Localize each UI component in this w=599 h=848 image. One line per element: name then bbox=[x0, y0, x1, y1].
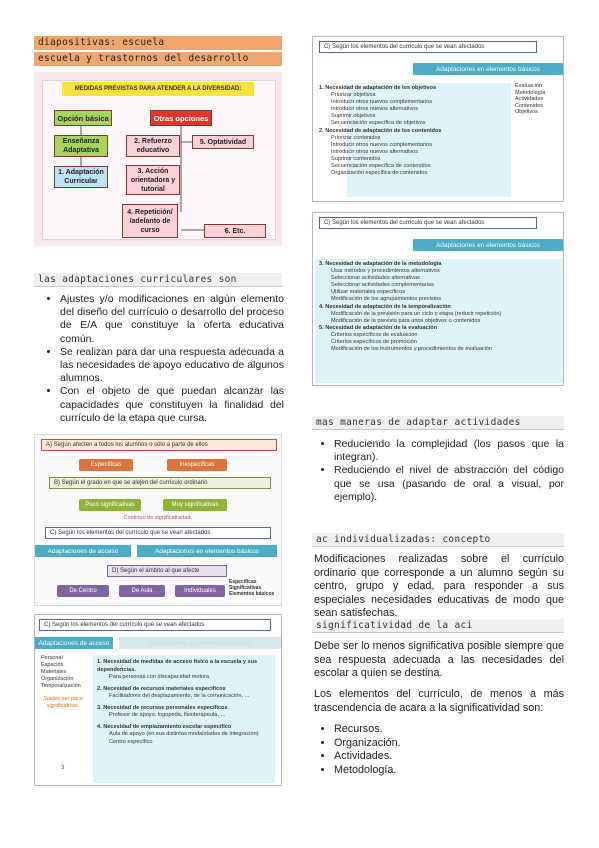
other-options-box: Otras opciones bbox=[150, 110, 212, 126]
center-pill: De Centro bbox=[57, 585, 109, 597]
need-title: 4. Necesidad de emplazamiento escolar específico bbox=[97, 723, 232, 730]
section-header-diapositivas bbox=[34, 36, 282, 50]
need-title: 2. Necesidad de adaptación de los contenidos bbox=[319, 127, 442, 134]
activities-bullet-list bbox=[318, 438, 564, 504]
section-header-ac-concepto bbox=[312, 533, 564, 547]
high-significance-pill: Muy significativas bbox=[163, 499, 227, 511]
need-title: 5. Necesidad de adaptación de la evaluación bbox=[319, 324, 438, 331]
side-list-item: Materiales bbox=[41, 669, 67, 675]
etc-box: 6. Etc. bbox=[204, 224, 266, 238]
basic-elements-bar: Adaptaciones en elementos básicos bbox=[137, 545, 277, 557]
need-detail: Suprimir contenidos bbox=[331, 155, 381, 162]
need-detail: Introducir otros nuevos alternativos bbox=[331, 106, 419, 113]
need-detail: Aula de apoyo (en sus distintas modalidades de integración) bbox=[109, 731, 259, 737]
access-side-list bbox=[41, 655, 85, 710]
basic-elements-bar: Adaptaciones en elementos básicos bbox=[413, 239, 563, 251]
list-item: • Ajustes y/o modificaciones en algún elemento del diseño del currículo o desarrollo del proceso de E/A que constituye la oferta educativa común. bbox=[60, 293, 284, 346]
need-detail: Usar métodos y procedimientos alternativos bbox=[331, 268, 440, 275]
legend-item: Específicas bbox=[229, 579, 257, 585]
criterion-b: B) Según el grado en que se alejen del currículo ordinario bbox=[49, 477, 271, 489]
need-detail: Introducir otros nuevos alternativos bbox=[331, 148, 419, 155]
need-detail: Organización específica de contenidos bbox=[331, 170, 428, 177]
side-list-item: Actividades bbox=[515, 96, 544, 102]
classroom-pill: De Aula bbox=[119, 585, 165, 597]
access-adaptations-bar: Adaptaciones de acceso bbox=[35, 545, 131, 557]
need-title: 4. Necesidad de adaptación de la temporalización bbox=[319, 303, 451, 310]
section-header-adaptaciones bbox=[34, 273, 282, 287]
section-header-mas-maneras bbox=[312, 416, 564, 430]
basic-option-box: Opción básica bbox=[54, 110, 112, 126]
adaptive-teaching-box: Enseñanza Adaptativa bbox=[54, 135, 108, 157]
significance-paragraph: Debe ser lo menos significativa posible siempre que sea respuesta adecuada a las necesidades del escolar a quien se destina. bbox=[314, 640, 564, 679]
need-detail: Centro específico bbox=[109, 738, 153, 745]
header-text: ac individualizadas: concepto bbox=[316, 534, 491, 545]
diversity-measures-diagram bbox=[34, 72, 282, 246]
continuum-label: Continuo de significatividad bbox=[123, 515, 191, 521]
header-text: las adaptaciones curriculares son bbox=[38, 274, 237, 285]
access-adaptations-slide bbox=[34, 614, 282, 786]
need-detail: Seleccionar actividades alternativas bbox=[331, 275, 420, 282]
list-item: • Actividades. bbox=[334, 750, 564, 764]
need-detail: Modificación de la prevista para unos objetivos o contenidos bbox=[331, 317, 481, 324]
need-detail: Seleccionar actividades complementarias bbox=[331, 282, 434, 289]
list-item: • Se realizan para dar una respuesta adecuada a las necesidades de apoyo educativo de algunos alumnos. bbox=[60, 346, 284, 386]
side-list-item: Organización bbox=[41, 676, 74, 682]
reinforcement-box: 2. Refuerzo educativo bbox=[126, 135, 180, 157]
legend-item: Elementos básicos bbox=[229, 591, 275, 597]
header-text: diapositivas: escuela bbox=[38, 37, 165, 48]
methodology-evaluation-slide bbox=[312, 212, 564, 386]
adaptations-bullet-list bbox=[44, 293, 284, 425]
need-title: 3. Necesidad de adaptación de la metodología bbox=[319, 261, 442, 267]
access-bar: Adaptaciones de acceso bbox=[35, 637, 113, 649]
basic-elements-bar: Adaptaciones en elementos básicos bbox=[413, 63, 563, 75]
slide-criterion: C) Según los elementos del currículo que se vean afectados bbox=[319, 217, 537, 229]
elements-intro-paragraph: Los elementos del currículo, de menos a más trascendencia de acara a la significatividad son: bbox=[314, 688, 564, 714]
need-title: 1. Necesidad de medidas de acceso físico a la escuela y sus dependencias. bbox=[97, 659, 258, 673]
need-title: 1. Necesidad de adaptación de los objetivos bbox=[319, 85, 437, 91]
need-detail: Criterios específicos de evaluación bbox=[331, 331, 418, 338]
unspecific-pill: Inespecíficas bbox=[167, 459, 227, 471]
aci-definition-paragraph: Modificaciones realizadas sobre el currículo ordinario que corresponde a un alumno según su centro, grupo y edad, para responder a sus especiales necesidades educativas de modo que sean satisfechas. bbox=[314, 553, 564, 619]
list-item: • Organización. bbox=[334, 737, 564, 751]
methodology-evaluation-list bbox=[319, 261, 559, 353]
legend-item: Significativas bbox=[229, 585, 262, 591]
side-list-item: Espacios bbox=[41, 662, 64, 668]
need-detail: Secuenciación específica de objetivos bbox=[331, 120, 426, 127]
criterion-d: D) Según el ámbito al que afecte bbox=[107, 565, 227, 577]
need-detail: Secuenciación específica de contenidos bbox=[331, 163, 431, 170]
low-significance-pill: Poco significativas bbox=[79, 499, 141, 511]
side-list-item: Temporalización bbox=[41, 683, 81, 689]
need-detail: Suprimir objetivos bbox=[331, 113, 376, 120]
header-text: mas maneras de adaptar actividades bbox=[316, 417, 521, 428]
diagram-title: MEDIDAS PREVISTAS PARA ATENDER A LA DIVERSIDAD: bbox=[62, 82, 254, 96]
need-title: 2. Necesidad de recursos materiales específicos bbox=[97, 685, 226, 692]
need-detail: Priorizar contenidos bbox=[331, 134, 381, 141]
criterion-a: A) Según afecten a todos los alumnos o sólo a parte de ellos bbox=[41, 439, 277, 451]
need-detail: Facilitadores del desplazamiento, de la comunicación, ... bbox=[109, 693, 250, 699]
objectives-contents-list bbox=[319, 85, 515, 177]
need-detail: Modificación de los instrumentos y procedimientos de evaluación bbox=[331, 346, 493, 353]
need-title: 3. Necesidad de recursos personales específicos bbox=[97, 704, 228, 711]
objectives-contents-slide bbox=[312, 36, 564, 202]
access-needs-panel bbox=[93, 655, 275, 783]
need-detail: Utilizar materiales específicos bbox=[331, 289, 405, 296]
need-detail: Para personas con discapacidad motora. bbox=[109, 674, 211, 680]
need-detail: Priorizar objetivos bbox=[331, 92, 376, 99]
elements-side-list bbox=[515, 83, 561, 116]
side-list-item: Metodología bbox=[515, 89, 546, 96]
need-detail: Introducir otros nuevos complementarios bbox=[331, 99, 433, 106]
optativity-box: 5. Optatividad bbox=[192, 135, 254, 149]
need-detail: Profesor de apoyo, logopeda, fisioterapeuta, ... bbox=[109, 712, 226, 718]
list-item: • Reduciendo la complejidad (los pasos que la integran). bbox=[334, 438, 564, 464]
individual-pill: Individuales bbox=[175, 585, 225, 597]
section-header-escuela bbox=[34, 52, 282, 66]
curriculum-elements-list bbox=[318, 723, 564, 777]
need-detail: Modificación de los agrupamientos previstos bbox=[331, 296, 442, 303]
slide-criterion: C) Según los elementos del currículo que se vean afectados bbox=[319, 41, 537, 53]
slide-criterion: C) Según los elementos del currículo que se vean afectados bbox=[39, 619, 271, 631]
side-note: Suelen ser poco significativas. bbox=[43, 696, 83, 709]
diagram-legend bbox=[229, 579, 283, 597]
repetition-box: 4. Repetición/ /adelanto de curso bbox=[122, 204, 178, 238]
list-item: • Recursos. bbox=[334, 723, 564, 737]
specific-pill: Específicas bbox=[79, 459, 133, 471]
list-item: • Reduciendo el nivel de abstracción del código que se usa (pasando de oral a visual, por ejemplo). bbox=[334, 464, 564, 504]
list-item: • Metodología. bbox=[334, 764, 564, 778]
side-list-item: Evaluación bbox=[515, 83, 542, 89]
side-list-item: Personal bbox=[41, 655, 63, 661]
side-list-item: Objetivos bbox=[515, 109, 538, 115]
side-list-item: Contenidos bbox=[515, 102, 543, 109]
need-detail: Modificación de la previsión para un ciclo o etapa (reducir repetición) bbox=[331, 310, 502, 317]
criterion-c: C) Según los elementos del currículo que se vean afectados bbox=[45, 527, 271, 539]
curricular-adaptation-box: 1. Adaptación Curricular bbox=[54, 166, 108, 188]
slide-page-number: 3 bbox=[61, 765, 65, 771]
list-item: • Con el objeto de que puedan alcanzar las capacidades que constituyen la finalidad del currículo de la etapa que cursa. bbox=[60, 385, 284, 425]
basic-bar-faded: Adaptaciones en elementos básicos bbox=[119, 637, 281, 649]
need-detail: Introducir otros nuevos complementarios bbox=[331, 141, 433, 148]
need-detail: Criterios específicos de promoción bbox=[331, 339, 417, 346]
tutorial-box: 3. Acción orientadora y tutorial bbox=[126, 165, 180, 195]
section-header-significatividad bbox=[312, 619, 564, 633]
classification-diagram bbox=[34, 434, 282, 606]
header-text: escuela y trastornos del desarrollo bbox=[38, 53, 249, 64]
header-text: significatividad de la aci bbox=[316, 620, 473, 631]
diagram-connectors bbox=[34, 72, 282, 246]
access-needs-list bbox=[97, 659, 273, 746]
